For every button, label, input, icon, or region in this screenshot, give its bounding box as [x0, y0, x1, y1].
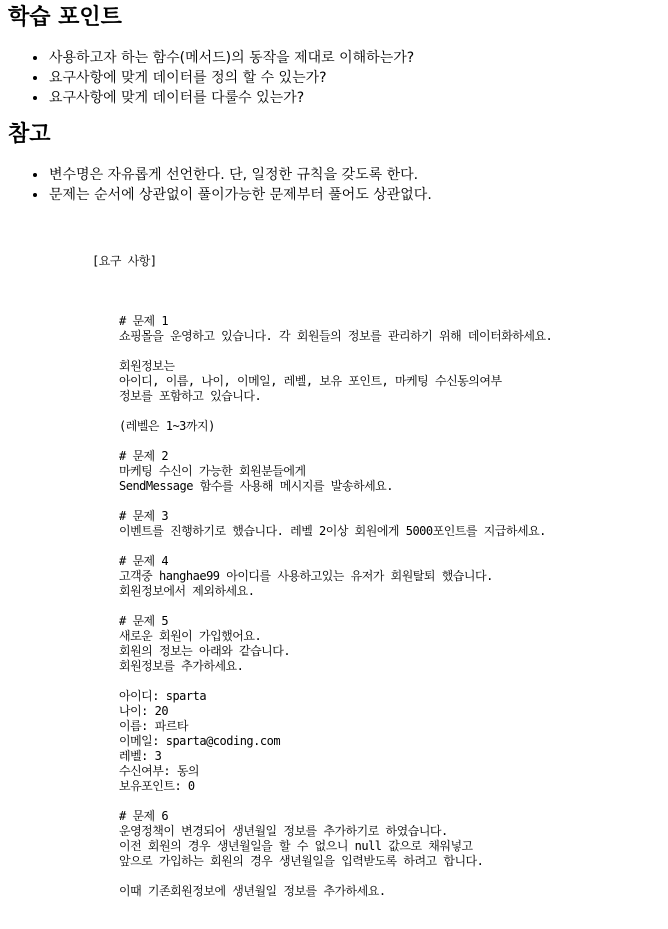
requirement-line: 아이디: sparta — [119, 689, 207, 703]
blank-line — [119, 494, 660, 509]
blank-line — [119, 674, 660, 689]
list-item: • 요구사항에 맞게 데이터를 다룰수 있는가? — [48, 88, 660, 108]
requirement-line: 아이디, 이름, 나이, 이메일, 레벨, 보유 포인트, 마케팅 수신동의여부 — [119, 374, 502, 388]
requirement-line: 앞으로 가입하는 회원의 경우 생년월일을 입력받도록 하려고 합니다. — [119, 854, 484, 868]
requirements-body — [92, 314, 660, 899]
requirement-line: 이때 기존회원정보에 생년월일 정보를 추가하세요. — [119, 884, 386, 898]
blank-line — [119, 344, 660, 359]
blank-line — [119, 404, 660, 419]
requirement-line: 나이: 20 — [119, 704, 169, 718]
blank-line — [119, 599, 660, 614]
requirement-line: # 문제 1 — [119, 314, 169, 328]
blank-line — [119, 794, 660, 809]
requirement-line: # 문제 2 — [119, 449, 169, 463]
list-item: • 요구사항에 맞게 데이터를 정의 할 수 있는가? — [48, 68, 660, 88]
requirements-title: [요구 사항] — [92, 254, 157, 268]
requirement-line: 회원정보는 — [119, 359, 175, 373]
requirement-line: 마케팅 수신이 가능한 회원분들에게 — [119, 464, 306, 478]
requirement-line: 이벤트를 진행하기로 했습니다. 레벨 2이상 회원에게 5000포인트를 지급하세요. — [119, 524, 546, 538]
list-item: • 문제는 순서에 상관없이 풀이가능한 문제부터 풀어도 상관없다. — [48, 185, 660, 205]
list-item: • 사용하고자 하는 함수(메서드)의 동작을 제대로 이해하는가? — [48, 48, 660, 68]
blank-line — [119, 434, 660, 449]
requirement-line: # 문제 4 — [119, 554, 169, 568]
requirement-line: 이전 회원의 경우 생년월일을 할 수 없으니 null 값으로 채워넣고 — [119, 839, 473, 853]
list-item: • 변수명은 자유롭게 선언한다. 단, 일정한 규칙을 갖도록 한다. — [48, 165, 660, 185]
requirement-line: 보유포인트: 0 — [119, 779, 195, 793]
requirement-line: 이메일: sparta@coding.com — [119, 734, 281, 748]
requirement-line: 수신여부: 동의 — [119, 764, 200, 778]
requirement-line: 회원정보를 추가하세요. — [119, 659, 244, 673]
requirement-line: 운영정책이 변경되어 생년월일 정보를 추가하기로 하였습니다. — [119, 824, 448, 838]
requirement-line: # 문제 3 — [119, 509, 169, 523]
requirement-line: 정보를 포함하고 있습니다. — [119, 389, 262, 403]
requirement-line: # 문제 6 — [119, 809, 169, 823]
blank-line — [119, 869, 660, 884]
requirements-block — [8, 224, 660, 929]
requirement-line: 이름: 파르타 — [119, 719, 188, 733]
requirement-line: # 문제 5 — [119, 614, 169, 628]
requirement-line: (레벨은 1~3까지) — [119, 419, 215, 433]
requirement-line: 고객중 hanghae99 아이디를 사용하고있는 유저가 회원탈퇴 했습니다. — [119, 569, 493, 583]
blank-line — [119, 539, 660, 554]
requirement-line: 레벨: 3 — [119, 749, 162, 763]
reference-heading: 참고 — [8, 122, 51, 147]
reference-list — [8, 165, 660, 205]
requirement-line: 회원정보에서 제외하세요. — [119, 584, 255, 598]
requirement-line: 쇼핑몰을 운영하고 있습니다. 각 회원들의 정보를 관리하기 위해 데이터화하세요. — [119, 329, 553, 343]
learning-points-list — [8, 48, 660, 108]
requirement-line: 회원의 정보는 아래와 같습니다. — [119, 644, 291, 658]
requirement-line: SendMessage 함수를 사용해 메시지를 발송하세요. — [119, 479, 393, 493]
requirement-line: 새로운 회원이 가입했어요. — [119, 629, 262, 643]
learning-points-heading: 학습 포인트 — [8, 5, 122, 30]
document-page — [0, 5, 668, 929]
